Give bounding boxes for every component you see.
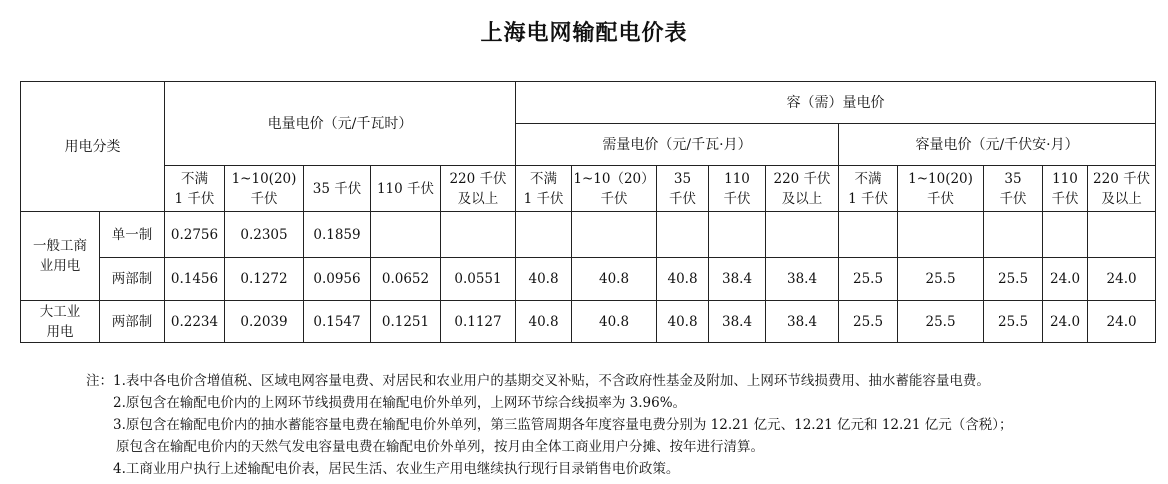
demand-price-cell: 38.4 bbox=[766, 258, 839, 301]
energy-price-cell: 0.1456 bbox=[165, 258, 225, 301]
group-label-line: 业用电 bbox=[39, 258, 81, 274]
demand-price-cell bbox=[766, 212, 839, 258]
voltage-label: 110 bbox=[1052, 170, 1078, 187]
capacity-price-cell bbox=[898, 212, 984, 258]
category-header: 用电分类 bbox=[21, 82, 165, 212]
energy-voltage-header bbox=[441, 166, 516, 212]
tariff-table bbox=[20, 81, 1156, 343]
group-label-line: 大工业 bbox=[39, 303, 81, 320]
capacity-voltage-header bbox=[984, 166, 1043, 212]
demand-price-cell bbox=[516, 212, 572, 258]
energy-voltage-header bbox=[304, 166, 371, 212]
capacity-price-cell: 25.5 bbox=[839, 301, 898, 343]
capacity-price-cell: 25.5 bbox=[984, 258, 1043, 301]
capacity-price-cell bbox=[984, 212, 1043, 258]
table-row bbox=[21, 258, 1156, 301]
voltage-label: 1~10（20） bbox=[573, 170, 655, 187]
notes bbox=[86, 370, 1166, 480]
group-label bbox=[21, 212, 100, 301]
capacity-voltage-header bbox=[898, 166, 984, 212]
note-1: 注：1.表中各电价含增值税、区域电网容量电费、对居民和农业用户的基期交叉补贴，不含政府性基金及附加、上网环节线损费用、抽水蓄能容量电费。 bbox=[86, 373, 990, 389]
capacity-voltage-header bbox=[1088, 166, 1156, 212]
energy-price-cell: 0.2305 bbox=[225, 212, 304, 258]
note-2: 2.原包含在输配电价内的上网环节线损费用在输配电价外单列，上网环节综合线损率为 3.96%。 bbox=[113, 395, 687, 411]
voltage-label: 220 千伏 bbox=[449, 170, 507, 187]
energy-price-cell: 0.1127 bbox=[441, 301, 516, 343]
note-3: 3.原包含在输配电价内的抽水蓄能容量电费在输配电价外单列，第三监管周期各年度容量电费分别为 12.21 亿元、12.21 亿元和 12.21 亿元（含税）； bbox=[113, 417, 1013, 433]
capacity-price-cell: 25.5 bbox=[839, 258, 898, 301]
capacity-price-cell: 25.5 bbox=[898, 301, 984, 343]
capacity-voltage-header bbox=[839, 166, 898, 212]
voltage-label: 110 千伏 bbox=[376, 180, 435, 197]
voltage-label: 1~10(20) bbox=[908, 170, 973, 187]
demand-price-cell: 38.4 bbox=[709, 258, 766, 301]
energy-price-header: 电量电价（元/千瓦时） bbox=[165, 82, 516, 166]
demand-price-cell: 40.8 bbox=[657, 301, 709, 343]
demand-voltage-header bbox=[766, 166, 839, 212]
energy-price-cell: 0.1272 bbox=[225, 258, 304, 301]
capacity-price-cell: 24.0 bbox=[1043, 258, 1088, 301]
voltage-label: 110 bbox=[724, 170, 750, 187]
energy-price-cell: 0.2756 bbox=[165, 212, 225, 258]
table-row bbox=[21, 301, 1156, 343]
demand-voltage-header bbox=[709, 166, 766, 212]
capacity-price-cell: 25.5 bbox=[898, 258, 984, 301]
voltage-label: 及以上 bbox=[1101, 190, 1142, 207]
group-label-line: 一般工商 bbox=[33, 238, 87, 254]
voltage-label: 及以上 bbox=[781, 190, 823, 207]
energy-price-cell: 0.0652 bbox=[371, 258, 441, 301]
voltage-label: 千伏 bbox=[1051, 190, 1079, 207]
demand-voltage-header bbox=[657, 166, 709, 212]
voltage-label: 220 千伏 bbox=[773, 170, 831, 187]
capacity-voltage-header bbox=[1043, 166, 1088, 212]
voltage-label: 35 bbox=[673, 170, 692, 187]
demand-price-cell: 38.4 bbox=[709, 301, 766, 343]
energy-price-cell: 0.2039 bbox=[225, 301, 304, 343]
energy-voltage-header bbox=[225, 166, 304, 212]
note-4: 4.工商业用户执行上述输配电价表，居民生活、农业生产用电继续执行现行目录销售电价政策。 bbox=[113, 461, 680, 477]
demand-price-cell: 40.8 bbox=[516, 301, 572, 343]
demand-voltage-header bbox=[516, 166, 572, 212]
voltage-label: 不满 bbox=[854, 170, 882, 187]
demand-price-header: 需量电价（元/千瓦·月） bbox=[516, 124, 839, 166]
demand-voltage-header bbox=[572, 166, 657, 212]
tariff-type: 两部制 bbox=[100, 258, 165, 301]
demand-price-cell bbox=[572, 212, 657, 258]
group-label bbox=[21, 301, 100, 343]
energy-price-cell: 0.1251 bbox=[371, 301, 441, 343]
group-label-line: 用电 bbox=[46, 323, 74, 340]
voltage-label: 不满 bbox=[181, 170, 208, 187]
capacity-price-cell: 24.0 bbox=[1088, 301, 1156, 343]
energy-price-cell: 0.1859 bbox=[304, 212, 371, 258]
demand-price-cell bbox=[657, 212, 709, 258]
voltage-label: 35 bbox=[1004, 170, 1022, 187]
voltage-label: 1 千伏 bbox=[523, 190, 564, 207]
voltage-label: 千伏 bbox=[999, 190, 1027, 207]
demand-price-cell bbox=[709, 212, 766, 258]
demand-price-cell: 38.4 bbox=[766, 301, 839, 343]
voltage-label: 1~10(20) bbox=[231, 170, 297, 187]
voltage-label: 千伏 bbox=[250, 190, 278, 207]
voltage-label: 千伏 bbox=[669, 190, 697, 207]
capacity-price-cell: 25.5 bbox=[984, 301, 1043, 343]
voltage-label: 及以上 bbox=[457, 190, 499, 207]
energy-price-cell: 0.2234 bbox=[165, 301, 225, 343]
note-3-continued: 原包含在输配电价内的天然气发电容量电费在输配电价外单列，按月由全体工商业用户分摊、按年进行清算。 bbox=[116, 439, 764, 455]
demand-price-cell: 40.8 bbox=[657, 258, 709, 301]
energy-price-cell: 0.0956 bbox=[304, 258, 371, 301]
demand-price-cell: 40.8 bbox=[572, 301, 657, 343]
demand-price-cell: 40.8 bbox=[516, 258, 572, 301]
voltage-label: 220 千伏 bbox=[1093, 170, 1151, 187]
capacity-price-cell bbox=[839, 212, 898, 258]
voltage-label: 1 千伏 bbox=[174, 190, 215, 207]
capacity-sub-header: 容量电价（元/千伏安·月） bbox=[839, 124, 1156, 166]
energy-voltage-header bbox=[165, 166, 225, 212]
voltage-label: 千伏 bbox=[600, 190, 628, 207]
page-title: 上海电网输配电价表 bbox=[480, 20, 688, 46]
energy-price-cell bbox=[371, 212, 441, 258]
capacity-price-header: 容（需）量电价 bbox=[516, 82, 1156, 124]
voltage-label: 不满 bbox=[530, 170, 558, 187]
voltage-label: 千伏 bbox=[927, 190, 955, 207]
capacity-price-cell bbox=[1088, 212, 1156, 258]
tariff-type: 两部制 bbox=[100, 301, 165, 343]
voltage-label: 千伏 bbox=[723, 190, 751, 207]
energy-price-cell bbox=[441, 212, 516, 258]
table-row bbox=[21, 212, 1156, 258]
tariff-type: 单一制 bbox=[100, 212, 165, 258]
capacity-price-cell bbox=[1043, 212, 1088, 258]
energy-price-cell: 0.1547 bbox=[304, 301, 371, 343]
voltage-label: 35 千伏 bbox=[312, 180, 362, 197]
voltage-label: 1 千伏 bbox=[848, 190, 888, 207]
capacity-price-cell: 24.0 bbox=[1088, 258, 1156, 301]
capacity-price-cell: 24.0 bbox=[1043, 301, 1088, 343]
energy-price-cell: 0.0551 bbox=[441, 258, 516, 301]
energy-voltage-header bbox=[371, 166, 441, 212]
demand-price-cell: 40.8 bbox=[572, 258, 657, 301]
